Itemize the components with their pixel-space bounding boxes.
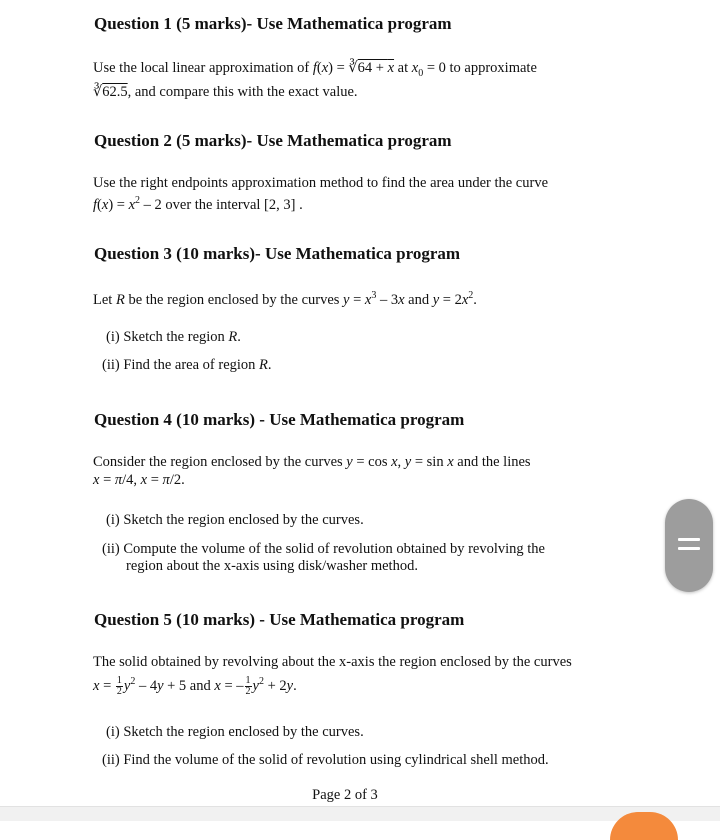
question-2-line-1: Use the right endpoints approximation method to find the area under the curve: [93, 175, 549, 191]
question-4-title: Question 4 (10 marks) - Use Mathematica program: [94, 410, 465, 429]
question-3-text: [93, 287, 595, 309]
question-4-item-1: (i) Sketch the region enclosed by the curves.: [106, 512, 364, 528]
question-2-text: [93, 174, 595, 214]
grip-line-icon: [678, 547, 700, 550]
grip-line-icon: [678, 538, 700, 541]
page-number: Page 2 of 3: [312, 787, 378, 803]
question-2-line-2: $f(x) = x^2 - 2$ over the interval [2, 3] .: [93, 195, 303, 213]
question-5-text: [93, 653, 595, 697]
question-4-line-2: x = π/4, x = π/2.: [93, 472, 185, 488]
question-3-line-1: Let R be the region enclosed by the curves $y = x^3 - 3x$ and $y = 2x^2$.: [93, 290, 477, 308]
question-3-item-2: (ii) Find the area of region R.: [102, 357, 272, 373]
question-4-text: [93, 453, 595, 489]
question-1-line-2: ∛62.5, and compare this with the exact value.: [93, 83, 358, 100]
question-5-item-1: (i) Sketch the region enclosed by the curves.: [106, 724, 364, 740]
question-1-text: [93, 59, 595, 101]
bottom-bar: [0, 806, 720, 821]
question-5-title: Question 5 (10 marks) - Use Mathematica program: [94, 610, 465, 629]
question-3-title: Question 3 (10 marks)- Use Mathematica program: [94, 244, 461, 263]
question-4-line-1: Consider the region enclosed by the curves y = cos x, y = sin x and the lines: [93, 454, 531, 470]
question-2-title: Question 2 (5 marks)- Use Mathematica program: [94, 131, 452, 150]
question-1-line-1: Use the local linear approximation of f(x) = ∛64 + x at $x_0 = 0$ to approximate: [93, 60, 537, 79]
question-5-item-2: (ii) Find the volume of the solid of revolution using cylindrical shell method.: [102, 752, 549, 768]
question-4-item-2: (ii) Compute the volume of the solid of revolution obtained by revolving the region about the x-axis using disk/washer method.: [102, 541, 545, 574]
question-5-line-2: x = $\frac{1}{2}$ $y^2 - 4y + 5$ and x = – $\frac{1}{2}$ $y^2 + 2y$.: [93, 675, 297, 697]
question-5-line-1: The solid obtained by revolving about the x-axis the region enclosed by the curves: [93, 654, 572, 670]
question-1-title: Question 1 (5 marks)- Use Mathematica program: [94, 14, 452, 33]
scroll-handle[interactable]: [665, 499, 713, 592]
question-3-item-1: (i) Sketch the region R.: [106, 329, 241, 345]
